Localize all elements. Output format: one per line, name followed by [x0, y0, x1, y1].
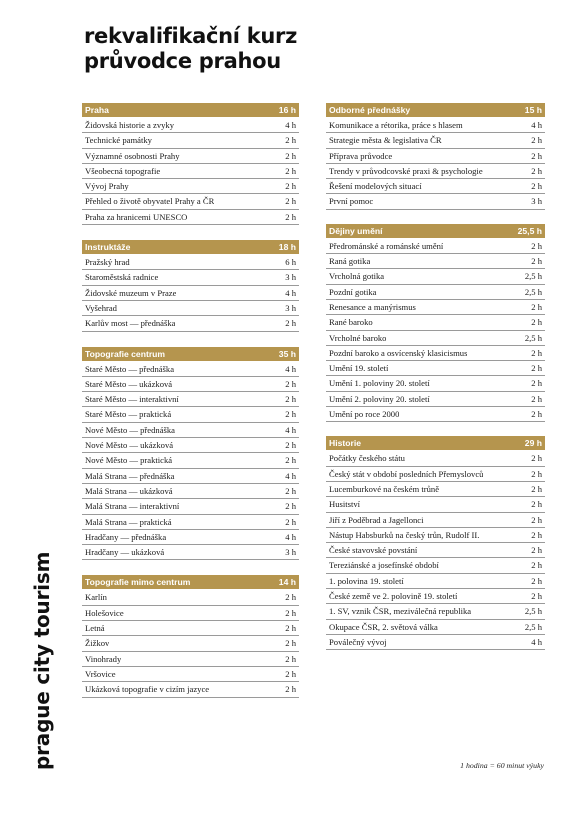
course-hours: 2 h [285, 211, 296, 222]
course-name: Staré Město — přednáška [85, 363, 175, 374]
course-hours: 2 h [285, 516, 296, 527]
course-row [82, 530, 299, 545]
course-hours: 2 h [531, 468, 542, 479]
course-name: Malá Strana — interaktivní [85, 501, 180, 512]
course-name: Vrcholná gotika [329, 271, 385, 282]
section-hours: 18 h [278, 242, 296, 253]
course-row [82, 194, 299, 209]
course-hours: 3 h [531, 196, 542, 207]
course-name: Přehled o životě obyvatel Prahy a ČR [85, 196, 215, 207]
course-name: Poválečný vývoj [329, 636, 387, 647]
course-name: Staré Město — ukázková [85, 378, 173, 389]
section-title: Odborné přednášky [329, 105, 411, 115]
page-title [84, 24, 297, 74]
course-hours: 2 h [285, 181, 296, 192]
course-name: 1. SV, vznik ČSR, meziválečná republika [329, 606, 472, 617]
section-topografie-centrum [82, 347, 299, 561]
course-row [82, 377, 299, 392]
section-hours: 16 h [278, 105, 296, 115]
course-row [82, 210, 299, 225]
course-hours: 4 h [285, 363, 296, 374]
course-row [326, 513, 545, 528]
course-name: Staré Město — praktická [85, 409, 172, 420]
course-row [82, 270, 299, 285]
course-row [326, 589, 545, 604]
course-name: Umění 19. století [329, 363, 389, 374]
course-hours: 4 h [285, 424, 296, 435]
course-row [326, 254, 545, 269]
course-name: Vršovice [85, 668, 116, 679]
course-hours: 2 h [531, 560, 542, 571]
section-historie [326, 436, 545, 650]
course-name: Lucemburkové na českém trůně [329, 483, 440, 494]
course-row [82, 164, 299, 179]
course-hours: 2,5 h [524, 286, 542, 297]
course-row [326, 467, 545, 482]
course-row [326, 451, 545, 466]
course-name: Vyšehrad [85, 302, 117, 313]
course-hours: 2 h [285, 455, 296, 466]
course-hours: 2 h [285, 592, 296, 603]
course-name: Významné osobnosti Prahy [85, 150, 180, 161]
section-header [326, 436, 545, 450]
course-hours: 2 h [531, 363, 542, 374]
course-name: Nástup Habsburků na český trůn, Rudolf II. [329, 529, 480, 540]
course-hours: 2 h [531, 165, 542, 176]
course-name: Trendy v průvodcovské praxi & psychologie [329, 165, 483, 176]
course-row [326, 574, 545, 589]
course-hours: 2 h [285, 638, 296, 649]
course-name: Umění 2. poloviny 20. století [329, 393, 430, 404]
course-hours: 4 h [531, 636, 542, 647]
left-column [82, 103, 299, 713]
course-hours: 2 h [285, 378, 296, 389]
section-title: Topografie mimo centrum [85, 577, 191, 588]
course-name: Malá Strana — ukázková [85, 485, 173, 496]
course-hours: 2 h [531, 529, 542, 540]
course-row [326, 543, 545, 558]
course-name: Umění po roce 2000 [329, 409, 400, 420]
course-row [82, 362, 299, 377]
section-hours: 29 h [524, 438, 542, 449]
course-name: Malá Strana — přednáška [85, 470, 175, 481]
course-row [82, 316, 299, 331]
course-name: Strategie města & legislativa ČR [329, 135, 442, 146]
brand-vertical-text: prague city tourism [30, 551, 54, 770]
course-row [326, 149, 545, 164]
course-row [326, 133, 545, 148]
course-name: Technické památky [85, 135, 152, 146]
course-row [326, 528, 545, 543]
course-hours: 2 h [531, 378, 542, 389]
course-hours: 2 h [285, 409, 296, 420]
course-name: Karlův most — přednáška [85, 318, 176, 329]
course-row [326, 315, 545, 330]
course-hours: 2 h [285, 684, 296, 695]
course-hours: 2 h [285, 485, 296, 496]
course-hours: 2 h [531, 409, 542, 420]
course-hours: 2 h [285, 150, 296, 161]
course-row [82, 118, 299, 133]
course-name: Židovská historie a zvyky [85, 120, 175, 130]
course-name: Český stát v období posledních Přemyslovců [329, 468, 484, 479]
course-hours: 2 h [531, 514, 542, 525]
course-row [326, 239, 545, 254]
course-row [326, 497, 545, 512]
section-topografie-mimo-centrum [82, 575, 299, 697]
section-instruktaze [82, 240, 299, 331]
course-hours: 2,5 h [524, 606, 542, 617]
course-hours: 4 h [285, 120, 296, 130]
course-hours: 2 h [285, 440, 296, 451]
course-name: Raná gotika [329, 256, 371, 267]
course-name: Příprava průvodce [329, 150, 393, 161]
course-row [82, 149, 299, 164]
course-name: Jiří z Poděbrad a Jagellonci [329, 514, 424, 525]
course-name: Ukázková topografie v cizím jazyce [85, 684, 210, 695]
course-name: České stavovské povstání [329, 545, 418, 556]
course-hours: 3 h [285, 272, 296, 283]
course-name: Pražský hrad [85, 257, 130, 268]
course-name: Rané baroko [329, 317, 373, 328]
course-hours: 2 h [285, 394, 296, 405]
course-row [326, 482, 545, 497]
course-name: Malá Strana — praktická [85, 516, 172, 527]
course-hours: 2 h [531, 301, 542, 312]
section-hours: 35 h [278, 348, 296, 359]
course-hours: 2 h [285, 318, 296, 329]
course-hours: 2 h [285, 668, 296, 679]
course-hours: 2 h [285, 196, 296, 207]
course-hours: 2 h [531, 256, 542, 267]
course-row [82, 499, 299, 514]
course-hours: 4 h [285, 531, 296, 542]
course-hours: 2 h [285, 607, 296, 618]
course-row [82, 469, 299, 484]
course-row [326, 331, 545, 346]
course-row [326, 376, 545, 391]
course-name: Renesance a manýrismus [329, 301, 416, 312]
course-hours: 2 h [531, 545, 542, 556]
course-row [82, 438, 299, 453]
section-title: Praha [85, 105, 109, 115]
course-row [82, 423, 299, 438]
course-hours: 2 h [285, 135, 296, 146]
course-row [82, 590, 299, 605]
course-row [326, 194, 545, 209]
course-row [326, 346, 545, 361]
course-row [82, 407, 299, 422]
section-header [326, 103, 545, 117]
course-name: České země ve 2. polovině 19. století [329, 591, 458, 602]
course-hours: 2 h [531, 393, 542, 404]
section-hours: 14 h [278, 577, 296, 588]
page-title-line-1: rekvalifikační kurz [84, 24, 297, 48]
course-hours: 2 h [531, 591, 542, 602]
section-odborne-prednasky [326, 103, 545, 210]
course-row [326, 635, 545, 650]
course-name: Letná [85, 623, 105, 634]
course-name: Tereziánské a josefínské období [329, 560, 439, 571]
section-header [326, 224, 545, 238]
course-name: Nové Město — ukázková [85, 440, 174, 451]
course-row [82, 255, 299, 270]
course-row [82, 621, 299, 636]
section-title: Historie [329, 438, 361, 449]
page-title-line-2: průvodce prahou [84, 49, 281, 73]
course-row [326, 164, 545, 179]
course-hours: 2 h [531, 347, 542, 358]
section-hours: 15 h [524, 105, 542, 115]
course-hours: 4 h [285, 470, 296, 481]
course-hours: 2 h [531, 240, 542, 251]
course-name: Karlín [85, 592, 107, 603]
footnote: 1 hodina = 60 minut výuky [460, 761, 544, 770]
course-hours: 2 h [285, 165, 296, 176]
course-name: Žižkov [85, 638, 110, 649]
course-hours: 2 h [531, 317, 542, 328]
course-row [326, 269, 545, 284]
course-row [326, 407, 545, 422]
course-row [82, 286, 299, 301]
course-name: Holešovice [85, 607, 124, 618]
section-dejiny-umeni [326, 224, 545, 423]
course-name: Nové Město — praktická [85, 455, 173, 466]
section-title: Instruktáže [85, 242, 131, 253]
course-row [82, 133, 299, 148]
course-row [82, 392, 299, 407]
course-hours: 2 h [531, 181, 542, 192]
course-hours: 2 h [285, 653, 296, 664]
course-hours: 2 h [531, 483, 542, 494]
course-name: Hradčany — přednáška [85, 531, 167, 542]
course-name: 1. polovina 19. století [329, 575, 404, 586]
course-row [326, 604, 545, 619]
section-title: Topografie centrum [85, 348, 166, 359]
course-row [326, 118, 545, 133]
course-hours: 2,5 h [524, 332, 542, 343]
course-row [82, 179, 299, 194]
course-row [326, 558, 545, 573]
course-hours: 2 h [531, 150, 542, 161]
course-hours: 4 h [285, 287, 296, 298]
course-name: Komunikace a rétorika, práce s hlasem [329, 120, 463, 130]
course-name: Okupace ČSR, 2. světová válka [329, 621, 438, 632]
section-title: Dějiny umění [329, 225, 383, 236]
course-row [82, 545, 299, 560]
course-row [326, 620, 545, 635]
course-row [82, 515, 299, 530]
section-header [82, 575, 299, 589]
section-hours: 25,5 h [517, 225, 542, 236]
course-name: Vinohrady [85, 653, 122, 664]
course-name: Umění 1. poloviny 20. století [329, 378, 430, 389]
course-name: Praha za hranicemi UNESCO [85, 211, 188, 222]
course-name: Vývoj Prahy [85, 181, 129, 192]
course-name: Židovské muzeum v Praze [85, 287, 177, 298]
course-row [326, 179, 545, 194]
course-hours: 2,5 h [524, 621, 542, 632]
course-hours: 2 h [531, 453, 542, 464]
course-name: Předrománské a románské umění [329, 240, 444, 251]
course-row [82, 682, 299, 697]
course-name: Pozdní gotika [329, 286, 377, 297]
course-hours: 2 h [531, 499, 542, 510]
section-header [82, 103, 299, 117]
course-row [326, 392, 545, 407]
course-name: Nové Město — přednáška [85, 424, 175, 435]
course-name: První pomoc [329, 196, 374, 207]
course-name: Všeobecná topografie [85, 165, 161, 176]
course-hours: 3 h [285, 547, 296, 558]
course-row [82, 667, 299, 682]
course-row [326, 300, 545, 315]
course-name: Staré Město — interaktivní [85, 394, 179, 405]
course-row [82, 636, 299, 651]
course-name: Vrcholné baroko [329, 332, 387, 343]
course-hours: 2 h [285, 501, 296, 512]
section-header [82, 240, 299, 254]
course-hours: 2 h [531, 575, 542, 586]
course-name: Pozdní baroko a osvícenský klasicismus [329, 347, 468, 358]
course-row [326, 361, 545, 376]
course-hours: 3 h [285, 302, 296, 313]
course-row [82, 453, 299, 468]
right-column [326, 103, 545, 664]
course-row [326, 285, 545, 300]
course-row [82, 652, 299, 667]
course-hours: 2,5 h [524, 271, 542, 282]
course-name: Husitství [329, 499, 361, 510]
course-name: Řešení modelových situací [329, 181, 422, 192]
section-praha [82, 103, 299, 225]
course-row [82, 484, 299, 499]
section-header [82, 347, 299, 361]
course-hours: 6 h [285, 257, 296, 268]
course-hours: 4 h [531, 120, 542, 130]
course-name: Počátky českého státu [329, 453, 405, 464]
course-hours: 2 h [285, 623, 296, 634]
course-row [82, 301, 299, 316]
course-name: Staroměstská radnice [85, 272, 159, 283]
course-name: Hradčany — ukázková [85, 547, 165, 558]
course-hours: 2 h [531, 135, 542, 146]
course-row [82, 606, 299, 621]
